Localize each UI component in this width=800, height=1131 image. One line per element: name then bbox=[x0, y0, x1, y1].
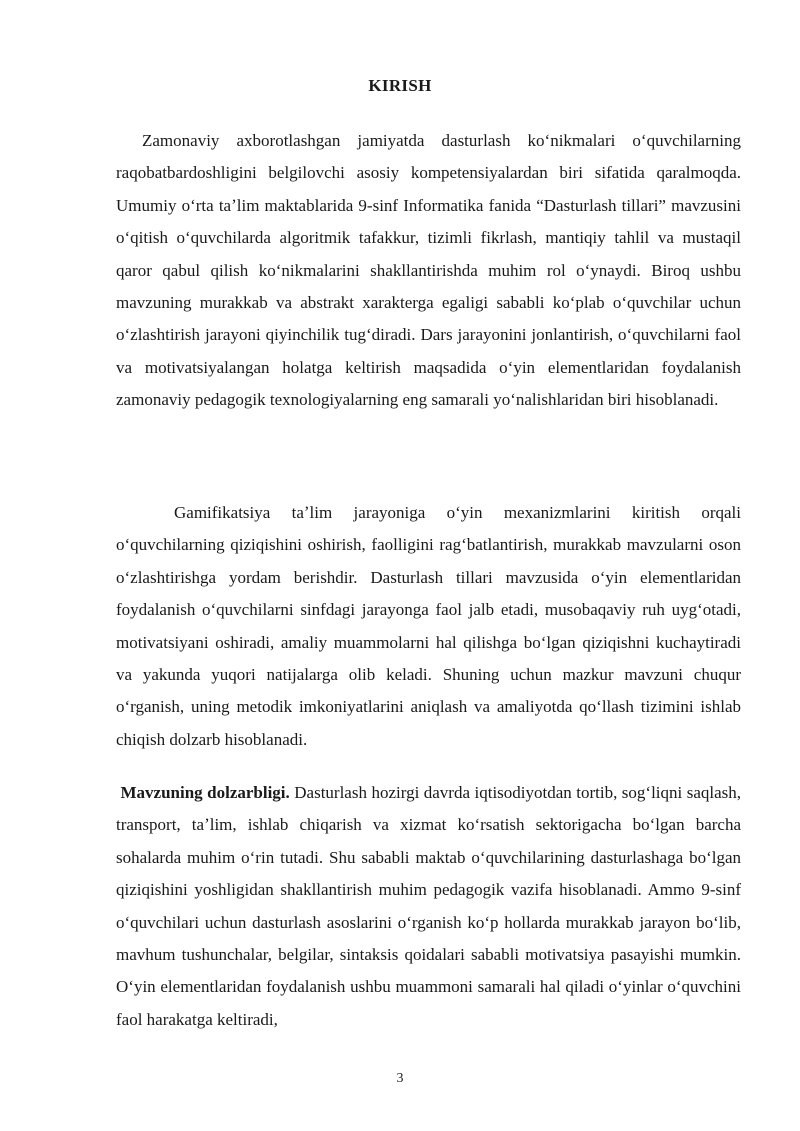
intro-paragraph bbox=[116, 125, 741, 417]
relevance-paragraph bbox=[116, 777, 741, 1036]
paragraph-container bbox=[116, 777, 741, 1036]
paragraph-lead: Mavzuning dolzarbligi. bbox=[120, 783, 290, 802]
paragraph-text: Zamonaviy axborotlashgan jamiyatda dasturlash koʻnikmalari oʻquvchilarning raqobatbardoshligini belgilovchi asosiy kompetensiyalardan biri sifatida qaralmoqda. Umumiy oʻrta taʼlim maktablarida 9-sinf Informatika fanida “Dasturlash tillari” mavzusini oʻqitish oʻquvchilarda algoritmik tafakkur, tizimli fikrlash, mantiqiy tahlil va mustaqil qaror qabul qilish koʻnikmalarini shakllantirishda muhim rol oʻynaydi. Biroq ushbu mavzuning murakkab va abstrakt xarakterga egaligi sababli koʻplab oʻquvchilar uchun oʻzlashtirish jarayoni qiyinchilik tugʻdiradi. Dars jarayonini jonlantirish, oʻquvchilarni faol va motivatsiyalangan holatga keltirish maqsadida oʻyin elementlaridan foydalanish zamonaviy pedagogik texnologiyalarning eng samarali yoʻnalishlaridan biri hisoblanadi. bbox=[116, 131, 741, 410]
gamification-paragraph bbox=[116, 497, 741, 756]
section-title: KIRISH bbox=[368, 76, 432, 95]
paragraph-text: Gamifikatsiya taʼlim jarayoniga oʻyin mexanizmlarini kiritish orqali oʻquvchilarning qiziqishini oshirish, faolligini ragʻbatlantirish, murakkab mavzularni oson oʻzlashtirishga yordam berishdir. Dasturlash tillari mavzusida oʻyin elementlaridan foydalanish oʻquvchilarni sinfdagi jarayonga faol jalb etadi, musobaqaviy ruh uygʻotadi, motivatsiyani oshiradi, amaliy muammolarni hal qilishga boʻlgan qiziqishni kuchaytiradi va yakunda yuqori natijalarga olib keladi. Shuning uchun mazkur mavzuni chuqur oʻrganish, uning metodik imkoniyatlarini aniqlash va amaliyotda qoʻllash tizimini ishlab chiqish dolzarb hisoblanadi. bbox=[116, 503, 741, 749]
paragraph-text: Dasturlash hozirgi davrda iqtisodiyotdan tortib, sogʻliqni saqlash, transport, taʼlim, ishlab chiqarish va xizmat koʻrsatish sektorigacha boʻlgan barcha sohalarda muhim oʻrin tutadi. Shu sababli maktab oʻquvchilarining dasturlashaga boʻlgan qiziqishini yoshligidan shakllantirish muhim pedagogik vazifa hisoblanadi. Ammo 9-sinf oʻquvchilari uchun dasturlash asoslarini oʻrganish koʻp hollarda murakkab jarayon boʻlib, mavhum tushunchalar, belgilar, sintaksis qoidalari sababli motivatsiya pasayishi mumkin. Oʻyin elementlaridan foydalanish ushbu muammoni samarali hal qiladi oʻyinlar oʻquvchini faol harakatga keltiradi, bbox=[116, 783, 742, 1029]
page-number: 3 bbox=[396, 1071, 404, 1086]
